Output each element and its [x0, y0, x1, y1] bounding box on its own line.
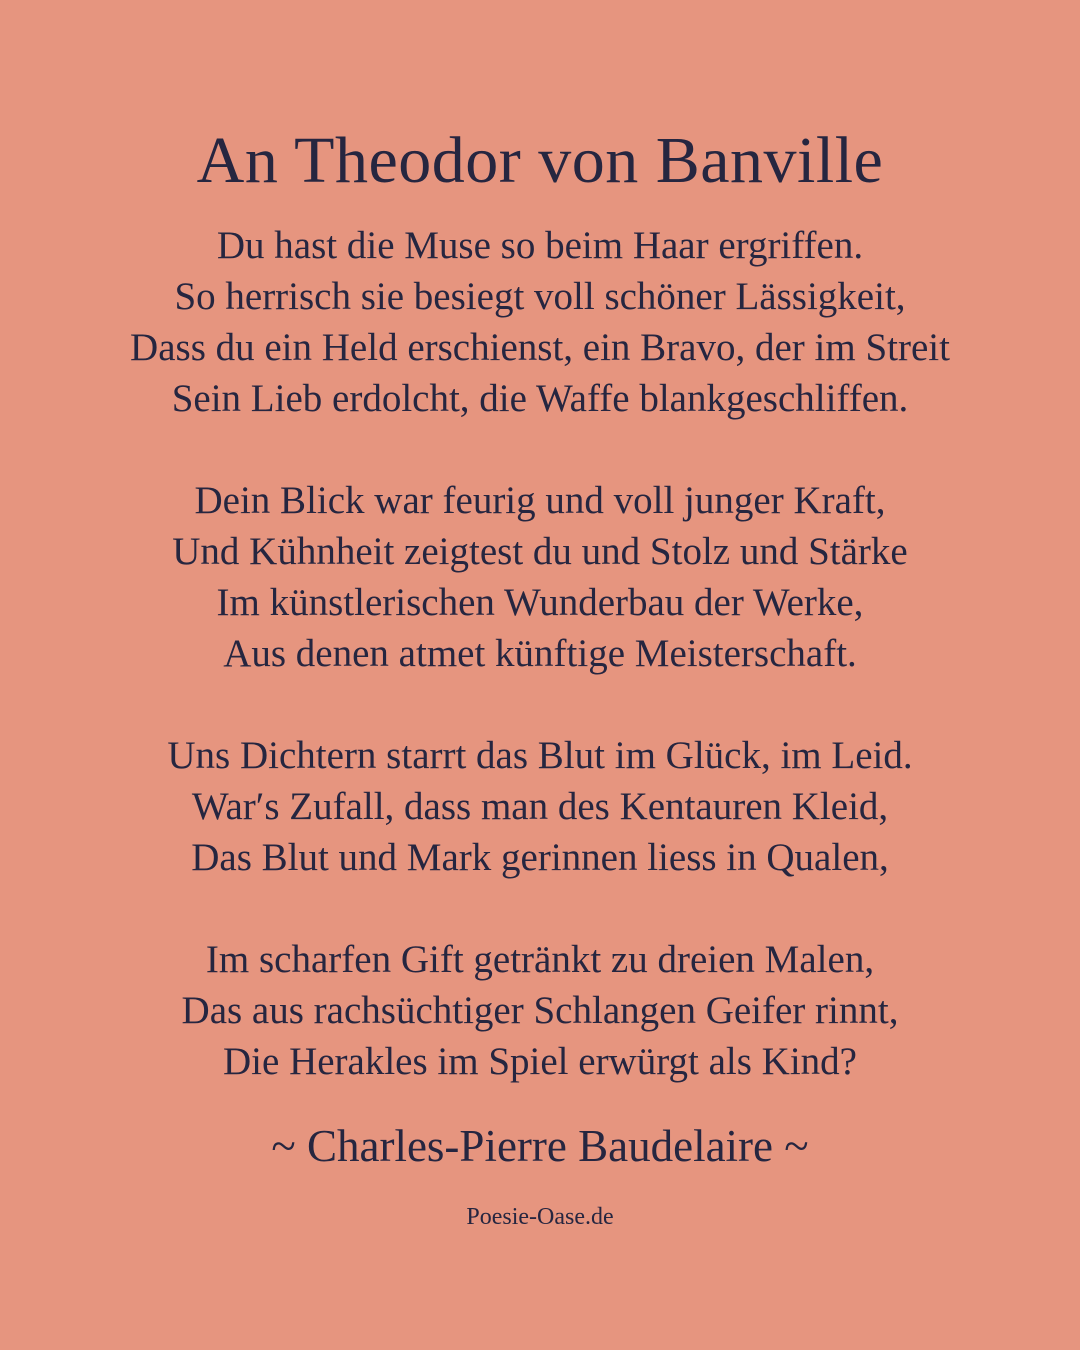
stanza-4 — [0, 934, 1080, 1087]
poem-line: Im künstlerischen Wunderbau der Werke, — [216, 581, 864, 624]
poem-line: Du hast die Muse so beim Haar ergriffen. — [216, 224, 864, 267]
poem-line: Die Herakles im Spiel erwürgt als Kind? — [223, 1040, 857, 1083]
poem-line: Dass du ein Held erschienst, ein Bravo, der im Streit — [130, 326, 950, 369]
poem-line: Und Kühnheit zeigtest du und Stolz und Stärke — [172, 530, 908, 573]
stanza-1 — [0, 220, 1080, 424]
poem-body — [0, 220, 1080, 1138]
poem-title: An Theodor von Banville — [196, 124, 884, 197]
poem-line: Dein Blick war feurig und voll junger Kraft, — [194, 479, 886, 522]
poem-line: Sein Lieb erdolcht, die Waffe blankgeschliffen. — [171, 377, 909, 420]
poem-line: So herrisch sie besiegt voll schöner Lässigkeit, — [174, 275, 906, 318]
poem-line: Das Blut und Mark gerinnen liess in Qualen, — [191, 836, 889, 879]
poem-line: Das aus rachsüchtiger Schlangen Geifer rinnt, — [181, 989, 899, 1032]
poem-line: Aus denen atmet künftige Meisterschaft. — [223, 632, 857, 675]
site-credit: Poesie-Oase.de — [466, 1204, 614, 1230]
poem-line: Im scharfen Gift getränkt zu dreien Malen, — [205, 938, 875, 981]
stanza-2 — [0, 475, 1080, 679]
stanza-3 — [0, 730, 1080, 883]
poem-line: War′s Zufall, dass man des Kentauren Kleid, — [191, 785, 889, 828]
poem-author: ~ Charles-Pierre Baudelaire ~ — [271, 1121, 809, 1171]
poem-line: Uns Dichtern starrt das Blut im Glück, im Leid. — [167, 734, 913, 777]
